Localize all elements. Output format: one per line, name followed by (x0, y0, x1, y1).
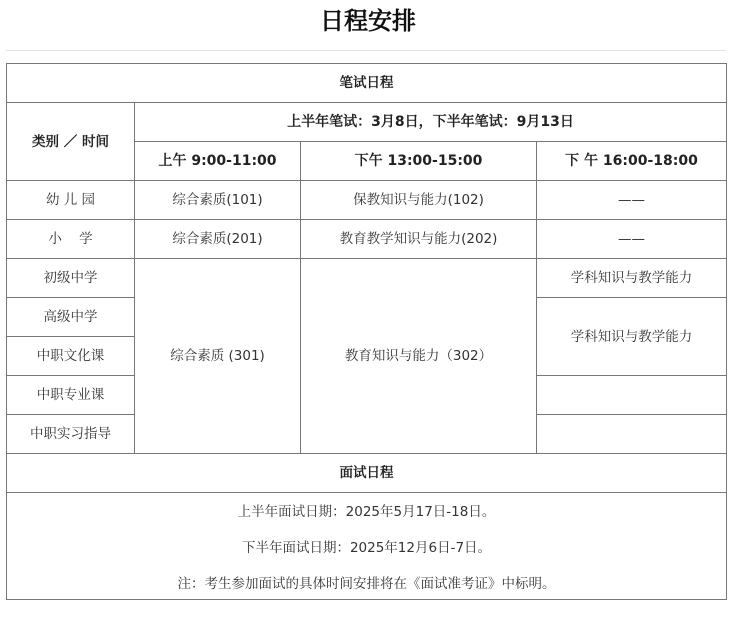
category-senior-middle: 高级中学 (7, 298, 135, 337)
interview-note-first-half: 上半年面试日期：2025年5月17日-18日。 (237, 504, 496, 520)
empty-cell (537, 376, 727, 415)
category-junior-middle: 初级中学 (7, 259, 135, 298)
category-kindergarten: 幼 儿 园 (7, 181, 135, 220)
category-time-header: 类别 ／ 时间 (7, 103, 135, 181)
time-slot-afternoon: 下午 13:00-15:00 (301, 142, 537, 181)
interview-note-remark: 注：考生参加面试的具体时间安排将在《面试准考证》中标明。 (177, 576, 556, 592)
category-vocational-professional: 中职专业课 (7, 376, 135, 415)
exam-cell: 保教知识与能力(102) (301, 181, 537, 220)
table-row (7, 181, 727, 220)
table-row (7, 259, 727, 298)
title-divider (6, 50, 726, 51)
interview-notes-row (7, 493, 727, 600)
table-row (7, 220, 727, 259)
written-section-header: 笔试日程 (7, 64, 727, 103)
interview-section-header: 面试日程 (7, 454, 727, 493)
time-slot-late-afternoon: 下 午 16:00-18:00 (537, 142, 727, 181)
exam-cell-shared: 综合素质 (301) (135, 259, 301, 454)
exam-cell: —— (537, 181, 727, 220)
written-dates-header: 上半年笔试：3月8日，下半年笔试：9月13日 (135, 103, 727, 142)
page-title: 日程安排 (320, 7, 416, 35)
category-vocational-culture: 中职文化课 (7, 337, 135, 376)
written-section-row (7, 64, 727, 103)
interview-note-second-half: 下半年面试日期：2025年12月6日-7日。 (241, 540, 492, 556)
exam-cell-shared: 教育知识与能力（302） (301, 259, 537, 454)
empty-cell (537, 415, 727, 454)
schedule-table (6, 63, 727, 600)
exam-cell: 学科知识与教学能力 (537, 259, 727, 298)
exam-cell: 综合素质(201) (135, 220, 301, 259)
time-slot-morning: 上午 9:00-11:00 (135, 142, 301, 181)
category-vocational-internship: 中职实习指导 (7, 415, 135, 454)
interview-section-row (7, 454, 727, 493)
interview-notes (7, 493, 727, 600)
category-primary: 小 学 (7, 220, 135, 259)
written-dates-row (7, 103, 727, 142)
exam-cell: 综合素质(101) (135, 181, 301, 220)
exam-cell: 教育教学知识与能力(202) (301, 220, 537, 259)
exam-cell-shared: 学科知识与教学能力 (537, 298, 727, 376)
exam-cell: —— (537, 220, 727, 259)
